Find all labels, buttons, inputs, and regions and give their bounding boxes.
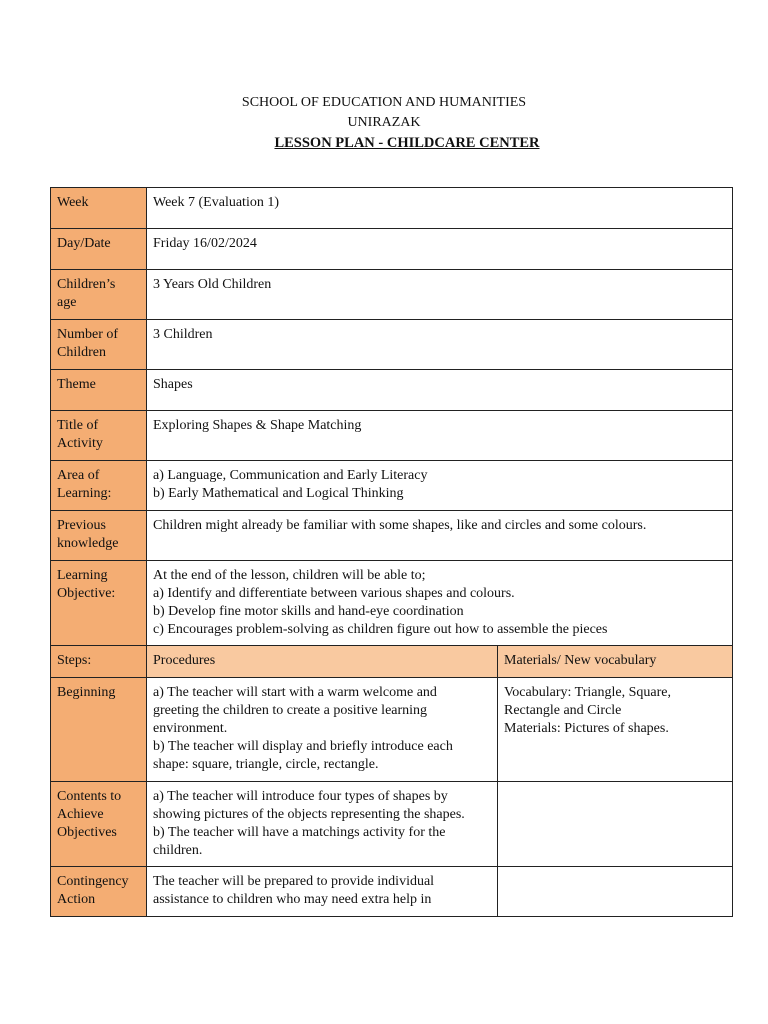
count-value: 3 Children: [147, 320, 733, 370]
date-value: Friday 16/02/2024: [147, 229, 733, 270]
date-label: Day/Date: [51, 229, 147, 270]
area-value: [147, 461, 733, 511]
prior-label-line2: knowledge: [57, 536, 119, 551]
row-count: [51, 320, 733, 370]
contingency-label-line2: Action: [57, 892, 96, 907]
row-objective: [51, 561, 733, 646]
contents-proc-line4: children.: [153, 843, 203, 858]
contents-label: [51, 782, 147, 867]
row-contingency: [51, 867, 733, 917]
theme-value: Shapes: [147, 370, 733, 411]
contingency-proc-line1: The teacher will be prepared to provide individual: [153, 874, 435, 889]
contents-label-line2: Achieve: [57, 807, 104, 822]
document-header: [0, 93, 768, 153]
contingency-materials: [498, 867, 733, 917]
activity-label: [51, 411, 147, 461]
contents-materials: [498, 782, 733, 867]
age-label: [51, 270, 147, 320]
row-area: [51, 461, 733, 511]
age-value: 3 Years Old Children: [147, 270, 733, 320]
contents-procedures: [147, 782, 498, 867]
objective-label-line1: Learning: [57, 568, 108, 583]
lesson-plan-table: [50, 187, 733, 917]
materials-header: Materials/ New vocabulary: [498, 646, 733, 678]
area-line1: a) Language, Communication and Early Literacy: [153, 468, 428, 483]
area-label-line2: Learning:: [57, 486, 112, 501]
objective-label: [51, 561, 147, 646]
beginning-proc-line2: greeting the children to create a positive learning: [153, 703, 428, 718]
procedures-header: Procedures: [147, 646, 498, 678]
beginning-proc-line5: shape: square, triangle, circle, rectangle.: [153, 757, 379, 772]
activity-value: Exploring Shapes & Shape Matching: [147, 411, 733, 461]
area-label: [51, 461, 147, 511]
contingency-procedures: [147, 867, 498, 917]
count-label-line2: Children: [57, 345, 106, 360]
steps-header: Steps:: [51, 646, 147, 678]
beginning-proc-line3: environment.: [153, 721, 228, 736]
row-beginning: [51, 678, 733, 782]
row-prior: [51, 511, 733, 561]
activity-label-line2: Activity: [57, 436, 103, 451]
prior-value: Children might already be familiar with some shapes, like and circles and some colours.: [147, 511, 733, 561]
beginning-mat-line2: Rectangle and Circle: [504, 703, 622, 718]
beginning-proc-line1: a) The teacher will start with a warm welcome and: [153, 685, 437, 700]
objective-intro: At the end of the lesson, children will be able to;: [153, 568, 426, 583]
objective-b: b) Develop fine motor skills and hand-eye coordination: [153, 604, 464, 619]
prior-label-line1: Previous: [57, 518, 106, 533]
week-label: Week: [51, 188, 147, 229]
university-name: UNIRAZAK: [347, 115, 421, 130]
objective-a: a) Identify and differentiate between various shapes and colours.: [153, 586, 515, 601]
row-age: [51, 270, 733, 320]
steps-header-row: [51, 646, 733, 678]
row-contents: [51, 782, 733, 867]
contents-label-line3: Objectives: [57, 825, 117, 840]
beginning-proc-line4: b) The teacher will display and briefly introduce each: [153, 739, 453, 754]
prior-label: [51, 511, 147, 561]
contents-proc-line2: showing pictures of the objects representing the shapes.: [153, 807, 465, 822]
theme-label: Theme: [51, 370, 147, 411]
contents-proc-line3: b) The teacher will have a matchings activity for the: [153, 825, 446, 840]
area-line2: b) Early Mathematical and Logical Thinking: [153, 486, 404, 501]
row-theme: [51, 370, 733, 411]
objective-value: [147, 561, 733, 646]
contingency-proc-line2: assistance to children who may need extra help in: [153, 892, 432, 907]
beginning-mat-line1: Vocabulary: Triangle, Square,: [504, 685, 671, 700]
area-label-line1: Area of: [57, 468, 100, 483]
contents-label-line1: Contents to: [57, 789, 122, 804]
row-activity: [51, 411, 733, 461]
week-value: Week 7 (Evaluation 1): [147, 188, 733, 229]
document-title: LESSON PLAN - CHILDCARE CENTER: [274, 135, 540, 151]
objective-label-line2: Objective:: [57, 586, 116, 601]
beginning-label: Beginning: [51, 678, 147, 782]
school-name: SCHOOL OF EDUCATION AND HUMANITIES: [241, 95, 527, 110]
objective-c: c) Encourages problem-solving as children figure out how to assemble the pieces: [153, 622, 608, 637]
row-date: [51, 229, 733, 270]
beginning-procedures: [147, 678, 498, 782]
activity-label-line1: Title of: [57, 418, 99, 433]
contents-proc-line1: a) The teacher will introduce four types of shapes by: [153, 789, 448, 804]
age-label-line1: Children’s: [57, 277, 116, 292]
row-week: [51, 188, 733, 229]
beginning-mat-line3: Materials: Pictures of shapes.: [504, 721, 669, 736]
count-label-line1: Number of: [57, 327, 119, 342]
contingency-label: [51, 867, 147, 917]
count-label: [51, 320, 147, 370]
beginning-materials: [498, 678, 733, 782]
age-label-line2: age: [57, 295, 77, 310]
contingency-label-line1: Contingency: [57, 874, 129, 889]
